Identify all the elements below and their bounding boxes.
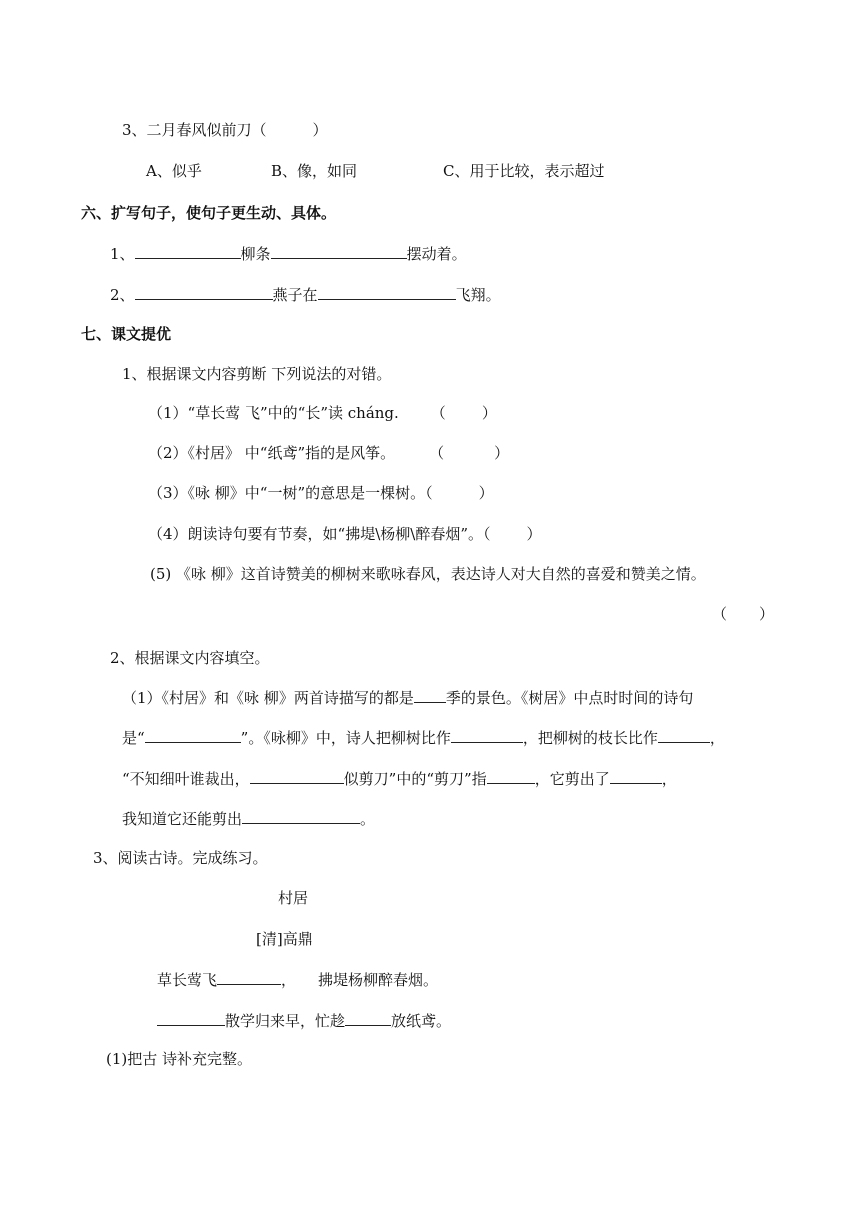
fill-blank[interactable] [487, 768, 535, 784]
judge-text: （3）《咏 柳》中“一树”的意思是一棵树。（ [148, 484, 433, 502]
fill-text: 季的景色。《树居》中点时时间的诗句 [445, 689, 694, 707]
option-b [271, 161, 357, 181]
poem-text: 放纸鸢。 [391, 1012, 452, 1030]
fill-paragraph-line-1 [122, 687, 693, 708]
expand-item-1 [110, 243, 467, 264]
section-6-title: 六、扩写句子，使句子更生动、具体。 [81, 204, 337, 222]
poem-text: ， [281, 971, 297, 989]
fill-paragraph-line-2 [122, 727, 725, 748]
answer-paren-close: ） [481, 404, 497, 422]
question-7-2-title: 2、根据课文内容填空。 [110, 649, 270, 667]
judge-text: （4）朗读诗句要有节奏，如“拂堤\杨柳\醉春烟”。（ [148, 525, 491, 543]
option-a-label: A、似乎 [146, 162, 202, 180]
fill-blank[interactable] [451, 727, 523, 743]
question-5-3 [122, 120, 328, 140]
judge-item-4 [148, 524, 542, 544]
item-text: 飞翔。 [455, 286, 501, 304]
section-7-title: 七、课文提优 [81, 325, 172, 343]
answer-paren-close: ） [478, 484, 494, 502]
fill-paragraph-line-4 [122, 808, 375, 829]
judge-item-1 [148, 403, 497, 423]
poem-line-2 [157, 1010, 451, 1031]
option-c-label: C、用于比较，表示超过 [443, 162, 605, 180]
judge-text: (5) 《咏 柳》这首诗赞美的柳树来歌咏春风，表达诗人对大自然的喜爱和赞美之情。 [150, 565, 706, 583]
item-text: 柳条 [240, 245, 271, 263]
poem-line-1 [157, 969, 438, 990]
poem-subquestion-1: (1)把古 诗补充完整。 [106, 1050, 253, 1068]
judge-item-3 [148, 483, 494, 503]
option-b-label: B、像，如同 [271, 162, 358, 180]
fill-blank[interactable] [242, 808, 360, 824]
answer-paren-close: ） [494, 444, 510, 462]
fill-blank[interactable] [145, 727, 241, 743]
fill-paragraph-line-3 [122, 768, 677, 789]
option-c [443, 161, 604, 181]
poem-text: 草长莺飞 [157, 971, 218, 989]
fill-text: 似剪刀”中的“剪刀”指 [343, 770, 487, 788]
item-text: 摆动着。 [406, 245, 467, 263]
fill-text: ”。《咏柳》中，诗人把柳树比作 [240, 729, 451, 747]
judge-item-2 [148, 443, 509, 463]
poem-text: 拂堤杨柳醉春烟。 [318, 971, 439, 989]
answer-paren-close: ） [526, 525, 542, 543]
poem-author: [清]高鼎 [256, 930, 313, 948]
item-text: 燕子在 [272, 286, 318, 304]
fill-text: （1）《村居》和《咏 柳》两首诗描写的都是 [122, 689, 414, 707]
judge-item-5-paren [712, 604, 774, 624]
fill-text: 我知道它还能剪出 [122, 810, 243, 828]
fill-text: 是“ [122, 729, 145, 747]
answer-paren-open: （ [430, 404, 446, 422]
fill-blank[interactable] [414, 687, 446, 703]
fill-blank[interactable] [318, 284, 456, 300]
fill-text: ，把柳树的枝长比作 [522, 729, 658, 747]
item-number: 2、 [110, 286, 135, 304]
fill-blank[interactable] [157, 1010, 225, 1026]
fill-text: ，它剪出了 [534, 770, 610, 788]
judge-text: （1）“草长莺 飞”中的“长”读 cháng. [148, 404, 399, 422]
fill-text: ， [709, 729, 725, 747]
item-number: 1、 [110, 245, 135, 263]
fill-blank[interactable] [610, 768, 662, 784]
expand-item-2 [110, 284, 501, 305]
fill-text: 。 [360, 810, 376, 828]
question-7-3-title: 3、阅读古诗。完成练习。 [93, 849, 268, 867]
option-a [146, 161, 202, 181]
question-7-1-title: 1、根据课文内容剪断 下列说法的对错。 [122, 365, 392, 383]
fill-text: ， [661, 770, 677, 788]
fill-blank[interactable] [658, 727, 710, 743]
fill-blank[interactable] [271, 243, 407, 259]
fill-blank[interactable] [217, 969, 281, 985]
answer-paren-close: ） [759, 605, 775, 623]
answer-paren-close: ） [312, 121, 328, 139]
poem-text: 散学归来早，忙趁 [225, 1012, 346, 1030]
judge-text: （2）《村居》 中“纸鸢”指的是风筝。 [148, 444, 396, 462]
fill-blank[interactable] [135, 243, 241, 259]
fill-blank[interactable] [135, 284, 273, 300]
fill-text: “不知细叶谁裁出， [122, 770, 250, 788]
question-stem: 3、二月春风似前刀（ [122, 121, 267, 139]
judge-item-5 [150, 564, 706, 584]
answer-paren-open: （ [712, 605, 728, 623]
fill-blank[interactable] [250, 768, 344, 784]
fill-blank[interactable] [345, 1010, 391, 1026]
answer-paren-open: （ [429, 444, 445, 462]
poem-title: 村居 [278, 889, 309, 907]
